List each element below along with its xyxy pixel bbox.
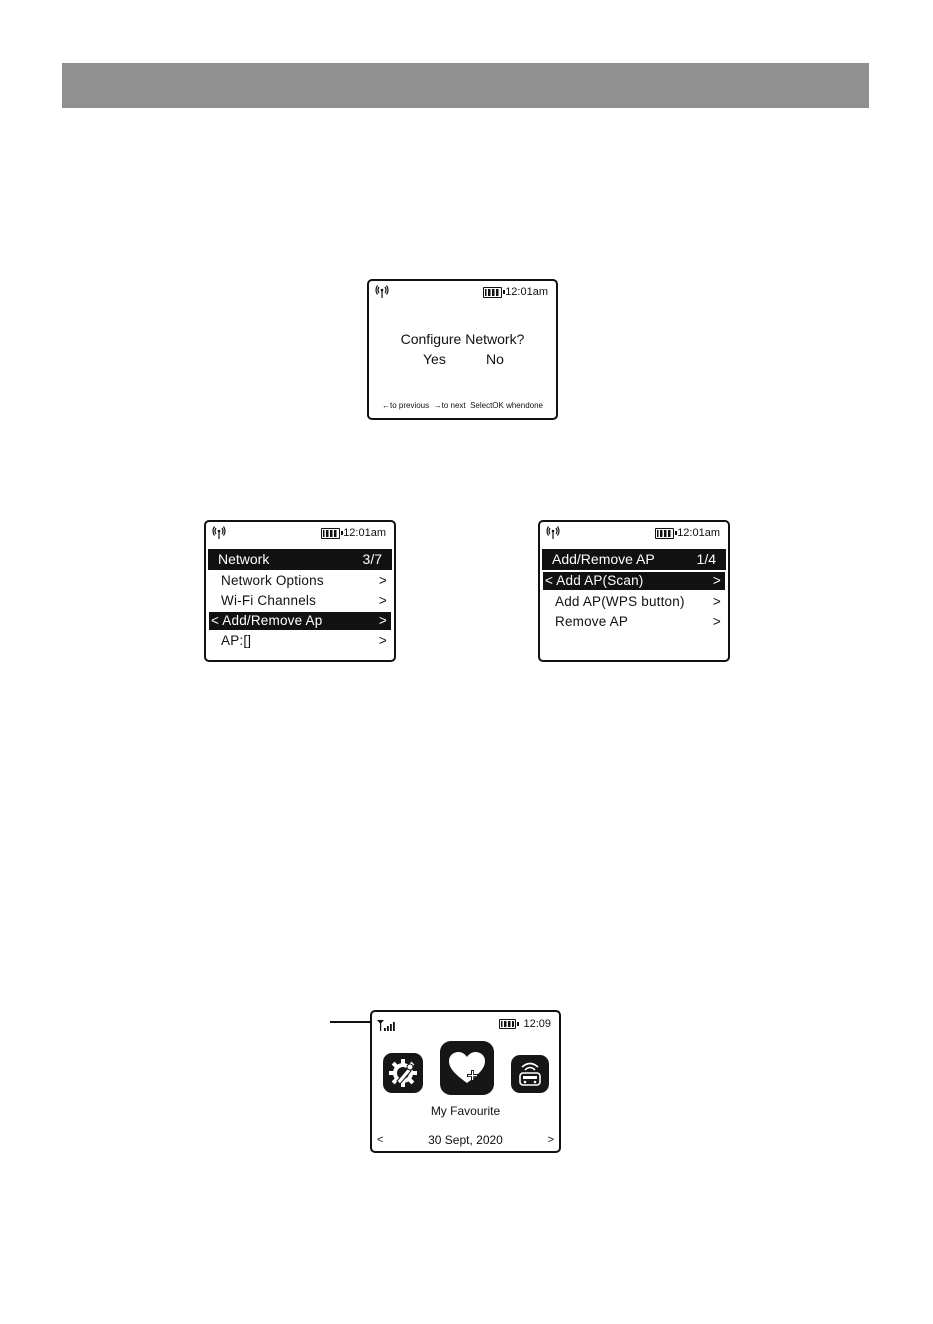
chevron-right-icon: > (712, 614, 721, 629)
network-menu-screen (204, 520, 396, 662)
heart-plus-icon (447, 1050, 487, 1086)
menu-item-add-ap-wps[interactable] (543, 593, 725, 611)
wifi-antenna-icon (546, 526, 560, 544)
menu-item-label: < Add/Remove Ap (211, 613, 323, 628)
battery-icon (483, 287, 502, 298)
internet-radio-app-icon[interactable] (511, 1055, 549, 1093)
menu-item-label: Network Options (221, 573, 324, 588)
hint-select: SelectOK whendone (470, 401, 543, 410)
menu-title-bar (542, 549, 726, 570)
add-remove-ap-screen (538, 520, 730, 662)
yes-option[interactable]: Yes (423, 351, 446, 367)
menu-item-label: AP:[] (221, 633, 252, 648)
clock: 12:01am (677, 527, 720, 539)
chevron-right-icon: > (712, 594, 721, 609)
menu-item-label: Add AP(WPS button) (555, 594, 685, 609)
menu-item-wifi-channels[interactable] (209, 592, 391, 610)
clock: 12:09 (523, 1018, 551, 1030)
clock: 12:01am (505, 286, 548, 298)
settings-app-icon[interactable] (383, 1053, 423, 1093)
status-bar-right (483, 285, 548, 299)
menu-item-remove-ap[interactable] (543, 613, 725, 631)
chevron-right-icon: > (378, 593, 387, 608)
navigation-hint (369, 401, 556, 410)
status-bar-right (321, 526, 386, 540)
status-bar-right (655, 526, 720, 540)
menu-item-add-remove-ap[interactable] (209, 612, 391, 630)
radio-wifi-icon (516, 1060, 544, 1088)
chevron-right-icon: > (378, 573, 387, 588)
section-header-banner (62, 63, 869, 108)
configure-network-prompt: Configure Network? (400, 331, 525, 347)
menu-item-label: Wi-Fi Channels (221, 593, 317, 608)
selected-app-caption: My Favourite (430, 1104, 501, 1118)
menu-title-bar (208, 549, 392, 570)
battery-icon (321, 528, 340, 539)
gear-wrench-icon (388, 1058, 418, 1088)
menu-item-label: < Add AP(Scan) (545, 573, 644, 588)
chevron-right-icon: > (378, 613, 387, 628)
battery-icon (655, 528, 674, 539)
menu-page-indicator: 1/4 (696, 551, 716, 567)
signal-strength-icon (377, 1018, 399, 1036)
wifi-antenna-icon (212, 526, 226, 544)
menu-item-ap[interactable] (209, 632, 391, 650)
battery-icon (499, 1019, 516, 1029)
clock: 12:01am (343, 527, 386, 539)
menu-title: Add/Remove AP (552, 551, 655, 567)
configure-network-screen (367, 279, 558, 420)
menu-item-add-ap-scan[interactable] (543, 572, 725, 590)
hint-next: →to next (433, 401, 466, 410)
my-favourite-app-icon[interactable] (440, 1041, 494, 1095)
menu-page-indicator: 3/7 (362, 551, 382, 567)
date-display: 30 Sept, 2020 (428, 1133, 503, 1147)
hint-previous: ←to previous (382, 401, 430, 410)
menu-item-label: Remove AP (555, 614, 629, 629)
home-screen (370, 1010, 561, 1153)
previous-arrow[interactable]: < (377, 1134, 384, 1146)
menu-title: Network (218, 551, 270, 567)
wifi-antenna-icon (375, 285, 389, 303)
chevron-right-icon: > (378, 633, 387, 648)
chevron-right-icon: > (712, 573, 721, 588)
menu-item-network-options[interactable] (209, 572, 391, 590)
next-arrow[interactable]: > (547, 1134, 554, 1146)
no-option[interactable]: No (486, 351, 504, 367)
status-bar-right (499, 1017, 551, 1031)
